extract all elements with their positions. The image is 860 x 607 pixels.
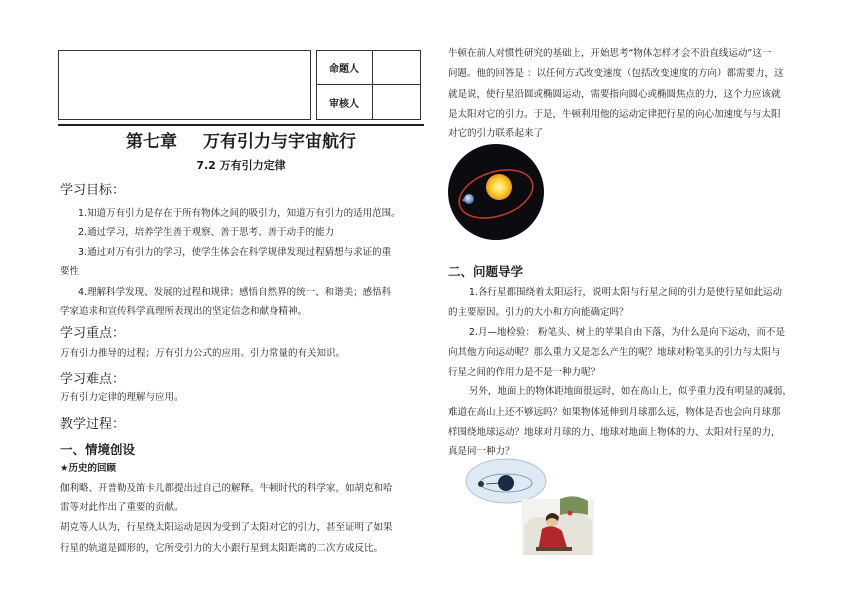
section1-line-4: 行星的轨道是圆形的，它所受引力的大小跟行星到太阳距离的二次方成反比。	[60, 543, 384, 554]
proposer-value-cell	[372, 50, 421, 85]
history-subheading: ★历史的回顾	[60, 463, 117, 474]
section1-heading: 一、情境创设	[60, 442, 136, 457]
section2-line-1: 1.各行星都围绕着太阳运行，说明太阳与行星之间的引力是使行星如此运动	[468, 287, 782, 298]
section2-line-9: 真是同一种力？	[448, 446, 515, 457]
sun-planet-orbit-illustration	[447, 143, 545, 241]
section2-heading: 二、问题导学	[448, 264, 524, 279]
goal-1: 1.知道万有引力是存在于所有物体之间的吸引力，知道万有引力的适用范围。	[78, 208, 401, 219]
planet-icon	[464, 194, 474, 204]
intro-line-3: 就是说，使行星沿圆或椭圆运动，需要指向圆心或椭圆焦点的力，这个力应该就	[448, 89, 781, 100]
earth-icon	[498, 475, 514, 491]
section2-line-5: 行星之间的作用力是不是一种力呢？	[448, 367, 601, 378]
section2-line-7: 难道在高山上还不够远吗？如果物体延伸到月球那么远，物体是否也会向月球那	[448, 407, 781, 418]
key-points-heading: 学习重点：	[60, 326, 126, 341]
difficulties-text: 万有引力定律的理解与应用。	[60, 392, 184, 403]
process-heading: 教学过程：	[60, 417, 126, 432]
section1-line-2: 雷等对此作出了重要的贡献。	[60, 502, 184, 513]
section2-line-8: 样围绕地球运动？地球对月球的力、地球对地面上物体的力、太阳对行星的力，	[448, 427, 781, 438]
goal-2: 2.通过学习，培养学生善于观察、善于思考、善于动手的能力	[78, 227, 335, 238]
goal-3-cont: 要性	[60, 266, 80, 277]
goal-4-cont: 学家追求和宣传科学真理所表现出的坚定信念和献身精神。	[60, 306, 308, 317]
title-divider	[58, 124, 424, 126]
section2-line-3: 2.月—地检验： 粉笔头、树上的苹果自由下落，为什么是向下运动，而不是	[468, 327, 785, 338]
newton-svg	[464, 455, 596, 555]
orbit-svg	[447, 143, 545, 241]
section2-line-6: 另外，地面上的物体距地面很远时，如在高山上，似乎重力没有明显的减弱，	[468, 386, 792, 397]
intro-line-4: 是太阳对它的引力。于是，牛顿利用他的运动定律把行星的向心加速度与与太阳	[448, 109, 781, 120]
intro-line-5: 对它的引力联系起来了	[448, 128, 544, 139]
apple-icon	[568, 511, 573, 516]
chapter-name: 万有引力与宇宙航行	[203, 132, 356, 152]
reviewer-label: 审核人	[316, 84, 373, 120]
sun-icon	[486, 174, 512, 200]
header-blank-box	[58, 50, 311, 120]
key-points-text: 万有引力推导的过程；万有引力公式的应用。引力常量的有关知识。	[60, 348, 346, 359]
section2-line-2: 的主要原因。引力的大小和方向能确定吗？	[448, 307, 629, 318]
chapter-title	[58, 130, 424, 154]
moon-icon	[478, 481, 484, 487]
goal-3: 3.通过对万有引力的学习，使学生体会在科学规律发现过程猜想与求证的重	[78, 247, 392, 258]
chapter-number: 第七章	[126, 132, 177, 152]
goals-heading: 学习目标：	[60, 183, 126, 198]
proposer-label: 命题人	[316, 50, 373, 85]
intro-line-2: 问题。他的回答是 ：以任何方式改变速度（包括改变速度的方向）都需要力，这	[448, 68, 784, 79]
newton-moon-illustration	[464, 455, 596, 555]
reviewer-value-cell	[372, 84, 421, 120]
section1-line-1: 伽利略、开普勒及笛卡儿都提出过自己的解释。牛顿时代的科学家，如胡克和哈	[60, 483, 393, 494]
goal-4: 4.理解科学发现、发展的过程和规律；感悟自然界的统一、和谐美；感悟科	[78, 287, 392, 298]
section-title: 7.2 万有引力定律	[196, 159, 286, 172]
difficulties-heading: 学习难点：	[60, 372, 126, 387]
section1-line-3: 胡克等人认为，行星绕太阳运动是因为受到了太阳对它的引力，甚至证明了如果	[60, 522, 393, 533]
intro-line-1: 牛顿在前人对惯性研究的基础上，开始思考“物体怎样才会不沿直线运动”这一	[448, 48, 772, 59]
section2-line-4: 向其他方向运动呢？那么重力又是怎么产生的呢？地球对粉笔头的引力与太阳与	[448, 347, 781, 358]
